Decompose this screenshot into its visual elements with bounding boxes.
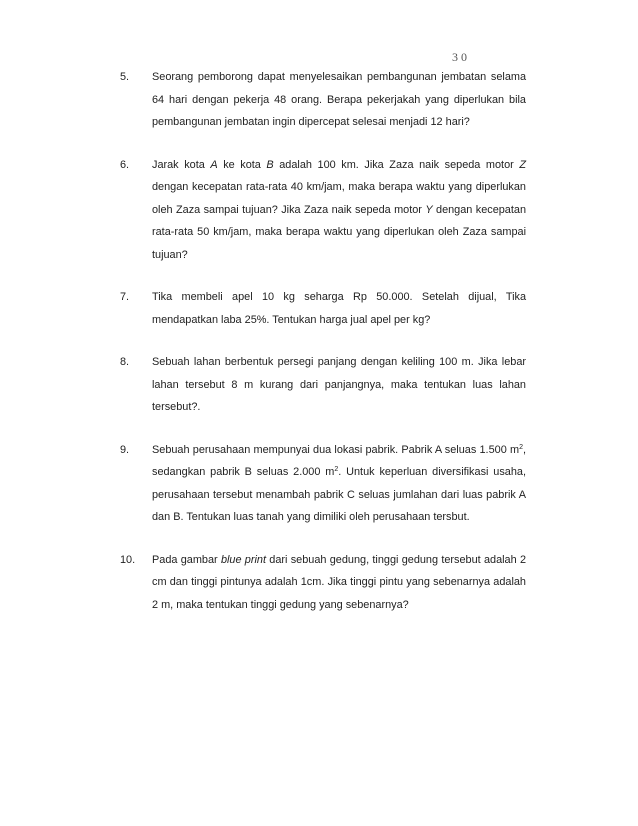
question-item-9 bbox=[120, 439, 526, 529]
text-segment: , sedangkan pabrik B seluas 2.000 m bbox=[152, 443, 526, 478]
text-segment: Jarak kota bbox=[152, 158, 211, 171]
question-number: 7. bbox=[120, 291, 130, 303]
text-segment: . Untuk keperluan diversifikasi usaha, perusahaan tersebut menambah pabrik C seluas jumlahan dari luas pabrik A dan B. Tentukan luas tanah yang dimiliki oleh perusahaan tersbut. bbox=[152, 466, 526, 523]
text-segment: Pada gambar bbox=[152, 553, 221, 566]
superscript: 2 bbox=[334, 466, 339, 473]
blue-print-term: blue print bbox=[220, 553, 266, 566]
question-text: Sebuah lahan berbentuk persegi panjang dengan keliling 100 m. Jika lebar lahan tersebut 8 m kurang dari panjangnya, maka tentukan luas lahan tersebut?. bbox=[152, 356, 526, 413]
city-a-label: A bbox=[210, 158, 218, 171]
page-number: 30 bbox=[452, 50, 470, 64]
question-text: Tika membeli apel 10 kg seharga Rp 50.000. Setelah dijual, Tika mendapatkan laba 25%. Tentukan harga jual apel per kg? bbox=[152, 291, 526, 326]
text-segment: dengan kecepatan rata-rata 50 km/jam, maka berapa waktu yang diperlukan oleh Zaza sampai tujuan? bbox=[152, 203, 527, 261]
question-number: 6. bbox=[120, 158, 130, 171]
question-item-8 bbox=[120, 351, 526, 419]
question-number: 5. bbox=[120, 71, 130, 83]
text-segment: dari sebuah gedung, tinggi gedung tersebut adalah 2 cm dan tinggi pintunya adalah 1cm. Jika tinggi pintu yang sebenarnya adalah 2 m, maka tentukan tinggi gedung yang sebenarnya? bbox=[152, 553, 526, 611]
city-b-label: B bbox=[266, 158, 274, 171]
question-item-5 bbox=[120, 66, 526, 134]
question-item-10 bbox=[120, 549, 526, 617]
question-text bbox=[152, 439, 526, 529]
question-item-6 bbox=[120, 154, 526, 267]
text-segment: ke kota bbox=[217, 158, 267, 171]
question-item-7 bbox=[120, 286, 526, 331]
motor-y-label: Y bbox=[425, 203, 433, 216]
text-segment: dengan kecepatan rata-rata 40 km/jam, maka berapa waktu yang diperlukan oleh Zaza sampai tujuan? Jika Zaza naik sepeda motor bbox=[152, 181, 526, 216]
question-number: 8. bbox=[120, 356, 130, 368]
superscript: 2 bbox=[519, 443, 523, 451]
question-list bbox=[120, 66, 526, 636]
question-number: 10. bbox=[120, 553, 136, 566]
text-segment: Sebuah perusahaan mempunyai dua lokasi pabrik. Pabrik A seluas 1.500 m bbox=[152, 443, 520, 456]
text-segment: adalah 100 km. Jika Zaza naik sepeda motor bbox=[273, 158, 520, 171]
motor-z-label: Z bbox=[519, 158, 526, 171]
question-number: 9. bbox=[120, 443, 130, 456]
question-text bbox=[152, 549, 526, 617]
question-text bbox=[152, 154, 526, 267]
question-text: Seorang pemborong dapat menyelesaikan pembangunan jembatan selama 64 hari dengan pekerja 48 orang. Berapa pekerjakah yang diperlukan bila pembangunan jembatan ingin dipercepat selesai menjadi 12 hari? bbox=[152, 71, 526, 128]
